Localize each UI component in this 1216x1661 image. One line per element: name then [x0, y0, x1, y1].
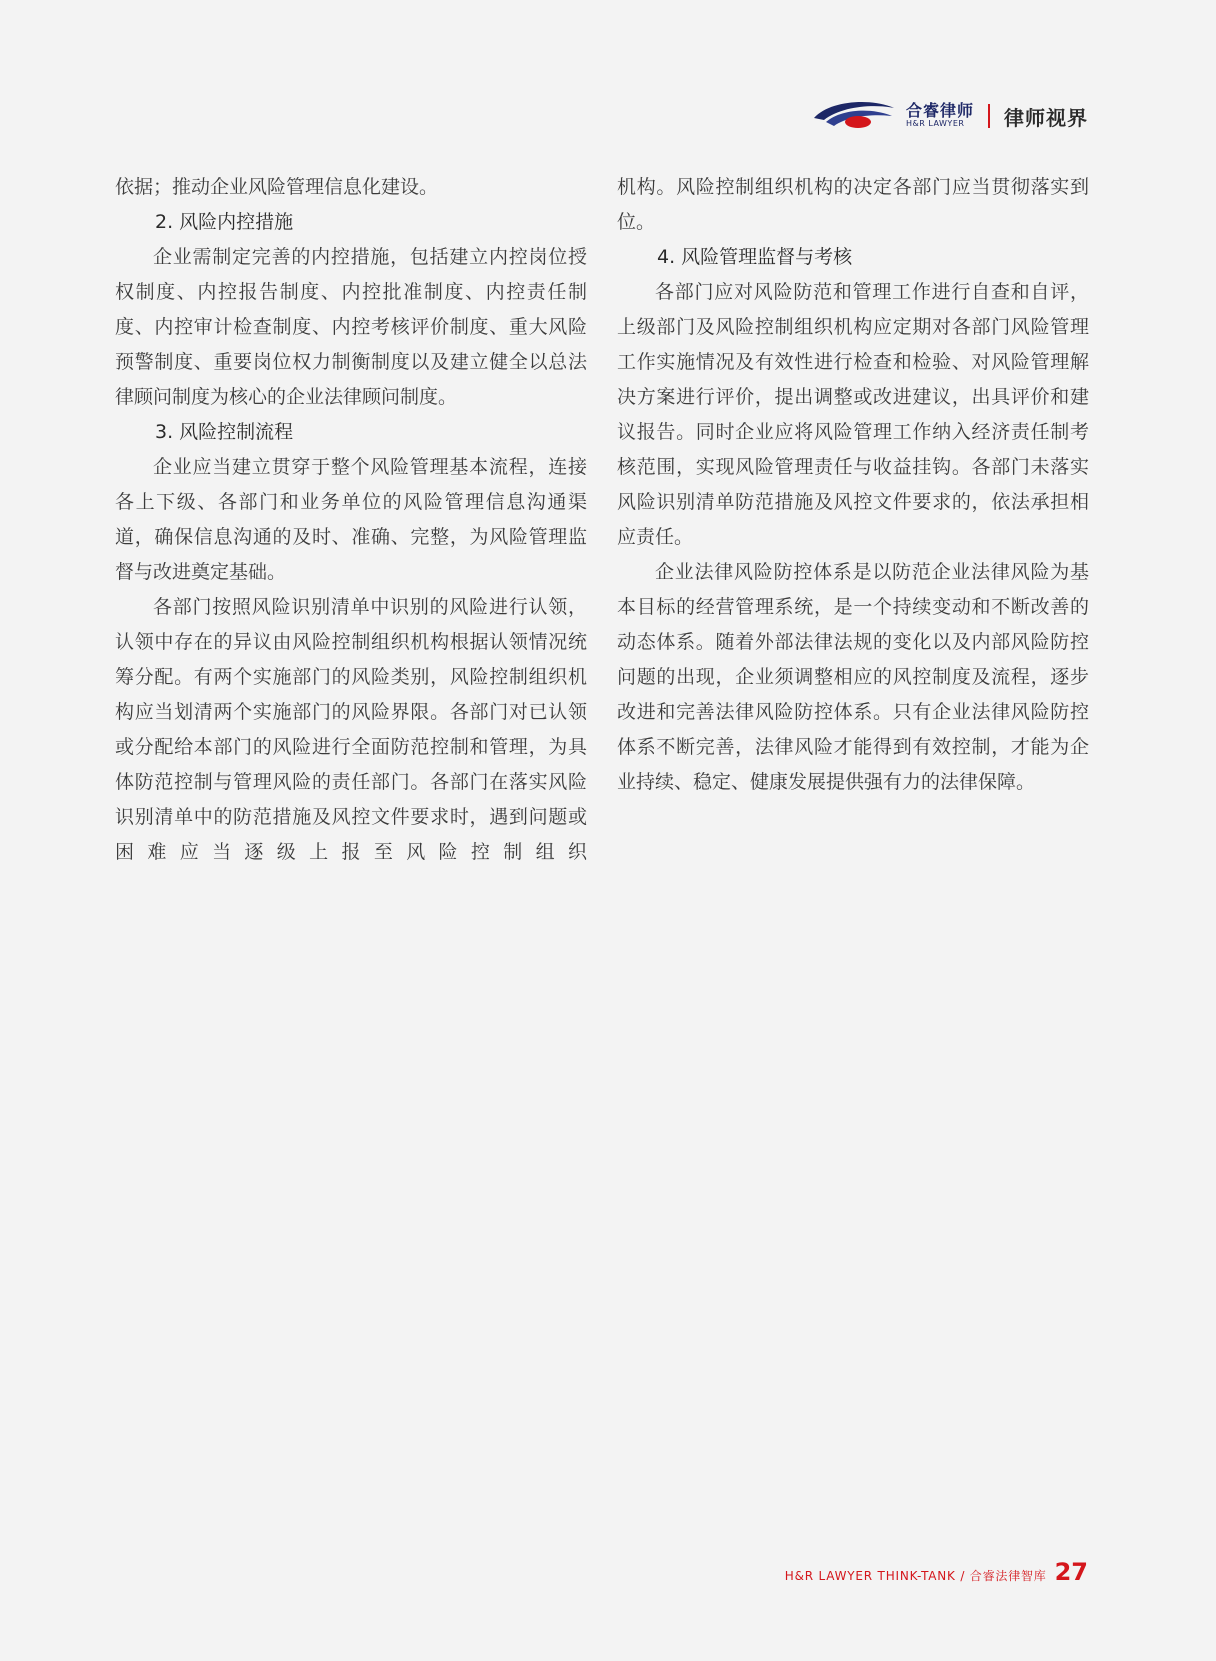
page-footer	[785, 1558, 1088, 1586]
paragraph: 各部门应对风险防范和管理工作进行自查和自评，上级部门及风险控制组织机构应定期对各部门风险管理工作实施情况及有效性进行检查和检验、对风险管理解决方案进行评价，提出调整或改进建议，出具评价和建议报告。同时企业应将风险管理工作纳入经济责任制考核范围，实现风险管理责任与收益挂钩。各部门未落实风险识别清单防范措施及风控文件要求的，依法承担相应责任。	[617, 281, 1089, 548]
paragraph: 机构。风险控制组织机构的决定各部门应当贯彻落实到位。	[617, 176, 1089, 233]
footer-brand: H&R LAWYER THINK-TANK / 合睿法律智库	[784, 1569, 1047, 1583]
firm-name-cn: 合睿律师	[905, 101, 974, 121]
section-title: 律师视界	[1004, 105, 1088, 130]
paragraph: 企业法律风险防控体系是以防范企业法律风险为基本目标的经营管理系统，是一个持续变动和不断改善的动态体系。随着外部法律法规的变化以及内部风险防控问题的出现，企业须调整相应的风控制度及流程，逐步改进和完善法律风险防控体系。只有企业法律风险防控体系不断完善，法律风险才能得到有效控制，才能为企业持续、稳定、健康发展提供强有力的法律保障。	[617, 561, 1089, 793]
left-column	[115, 170, 587, 870]
header-divider	[988, 104, 990, 128]
section-heading: 2. 风险内控措施	[155, 211, 294, 233]
right-column	[617, 170, 1089, 870]
paragraph: 企业应当建立贯穿于整个风险管理基本流程，连接各上下级、各部门和业务单位的风险管理信息沟通渠道，确保信息沟通的及时、准确、完整，为风险管理监督与改进奠定基础。	[115, 456, 587, 583]
paragraph: 依据；推动企业风险管理信息化建设。	[115, 176, 439, 198]
paragraph: 企业需制定完善的内控措施，包括建立内控岗位授权制度、内控报告制度、内控批准制度、内控责任制度、内控审计检查制度、内控考核评价制度、重大风险预警制度、重要岗位权力制衡制度以及建立健全以总法律顾问制度为核心的企业法律顾问制度。	[115, 246, 587, 408]
section-heading: 4. 风险管理监督与考核	[657, 246, 853, 268]
page-header	[812, 96, 1088, 136]
section-heading: 3. 风险控制流程	[155, 421, 294, 443]
firm-name-en: H&R LAWYER	[905, 119, 965, 129]
paragraph: 各部门按照风险识别清单中识别的风险进行认领，认领中存在的异议由风险控制组织机构根据认领情况统筹分配。有两个实施部门的风险类别，风险控制组织机构应当划清两个实施部门的风险界限。各部门对已认领或分配给本部门的风险进行全面防范控制和管理，为具体防范控制与管理风险的责任部门。各部门在落实风险识别清单中的防范措施及风控文件要求时，遇到问题或困难应当逐级上报至风险控制组织	[115, 596, 587, 863]
firm-logo-icon	[812, 96, 896, 136]
article-body	[115, 170, 1089, 870]
page-number: 27	[1054, 1558, 1088, 1586]
firm-logo-text	[906, 103, 974, 128]
